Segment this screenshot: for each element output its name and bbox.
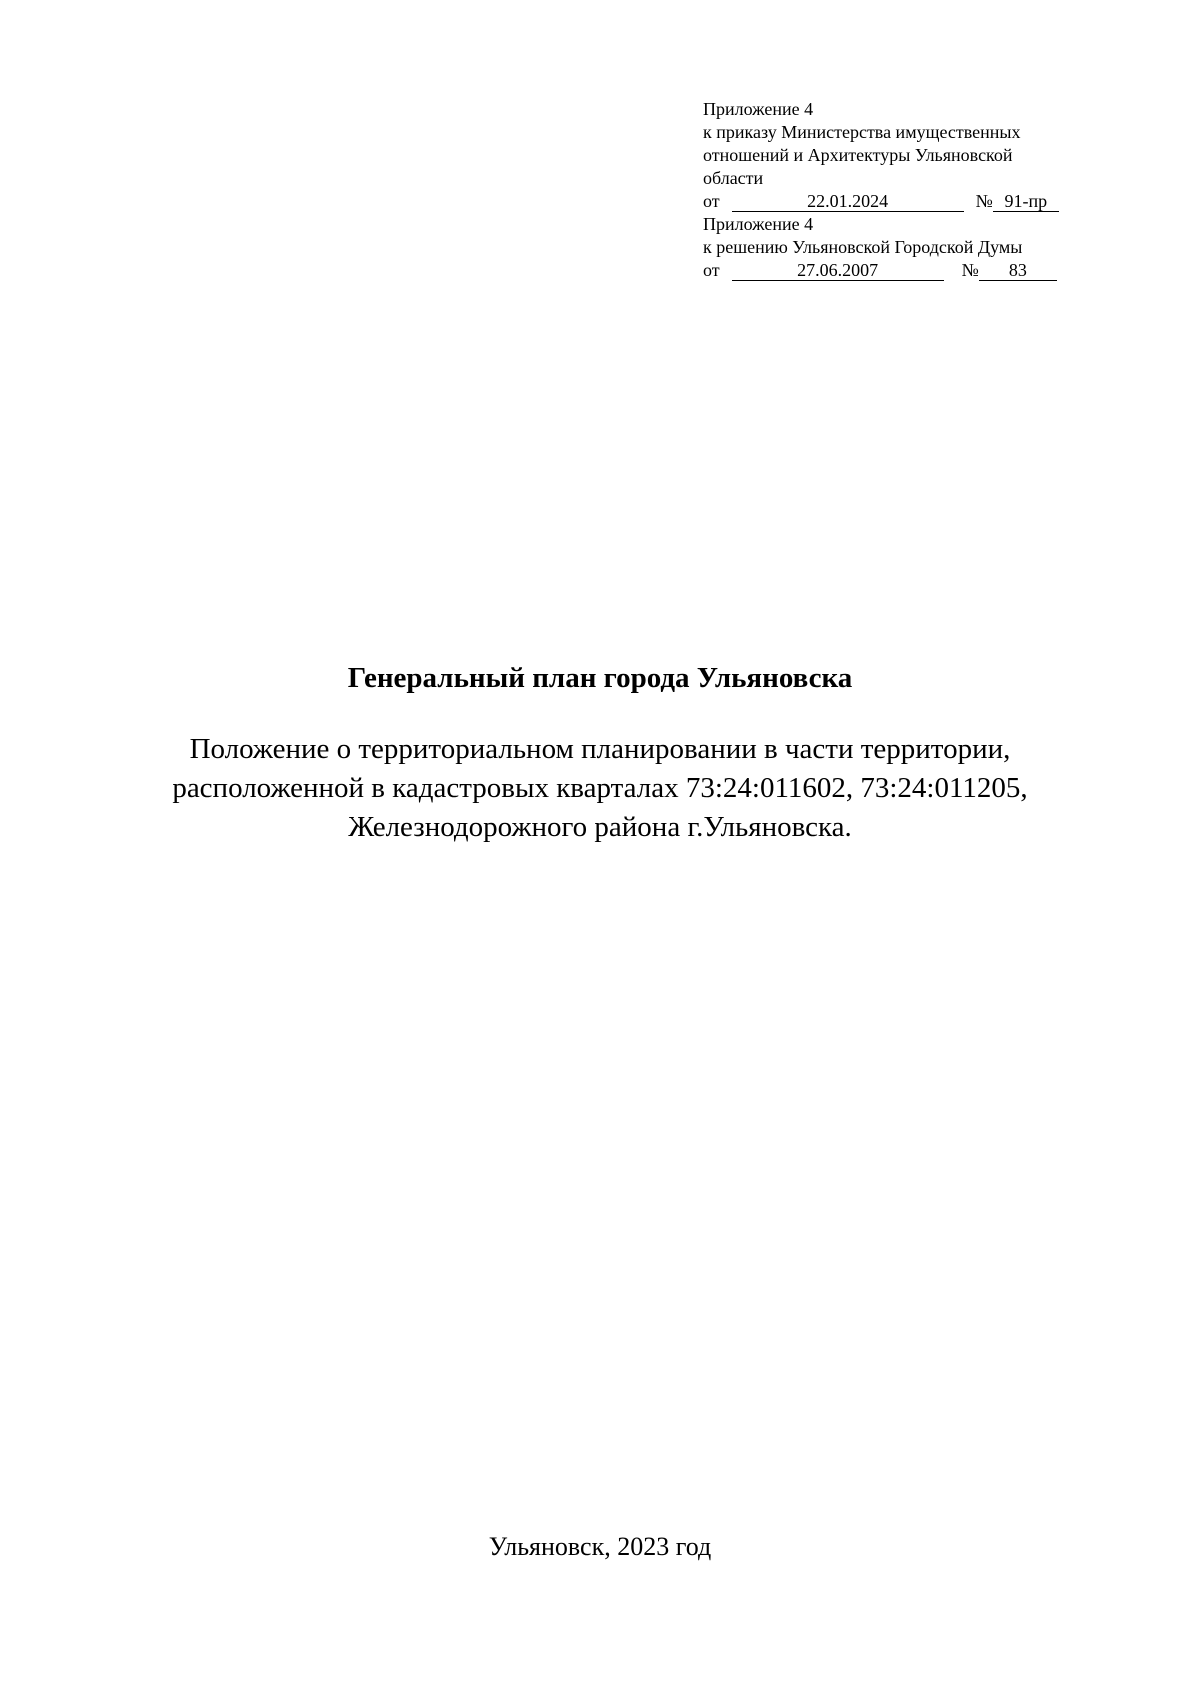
subtitle-line-3: Железнодорожного района г.Ульяновска. bbox=[348, 811, 852, 843]
decision-appendix-label: Приложение 4 bbox=[703, 214, 814, 234]
decision-date: 27.06.2007 bbox=[732, 260, 944, 281]
document-footer-place-year: Ульяновск, 2023 год bbox=[488, 1532, 712, 1561]
decision-number-label: № bbox=[961, 260, 979, 280]
document-title: Генеральный план города Ульяновска bbox=[347, 662, 853, 694]
order-from-label: от bbox=[703, 191, 720, 211]
order-number-label: № bbox=[975, 191, 993, 211]
decision-from-label: от bbox=[703, 260, 720, 280]
order-number: 91-пр bbox=[993, 191, 1059, 212]
decision-number: 83 bbox=[979, 260, 1057, 281]
order-text-line-2: отношений и Архитектуры Ульяновской bbox=[703, 145, 1013, 165]
approval-block bbox=[703, 98, 1083, 282]
order-appendix-label: Приложение 4 bbox=[703, 99, 814, 119]
subtitle-line-1: Положение о территориальном планировании в части территории, bbox=[189, 733, 1011, 765]
order-date: 22.01.2024 bbox=[732, 191, 964, 212]
decision-reference-line bbox=[703, 259, 1083, 282]
order-reference-line bbox=[703, 190, 1083, 213]
subtitle-line-2: расположенной в кадастровых кварталах 73:24:011602, 73:24:011205, bbox=[172, 772, 1028, 804]
decision-text-line-1: к решению Ульяновской Городской Думы bbox=[703, 237, 1023, 257]
document-subtitle bbox=[0, 730, 1200, 847]
order-text-line-1: к приказу Министерства имущественных bbox=[703, 122, 1021, 142]
order-text-line-3: области bbox=[703, 168, 764, 188]
